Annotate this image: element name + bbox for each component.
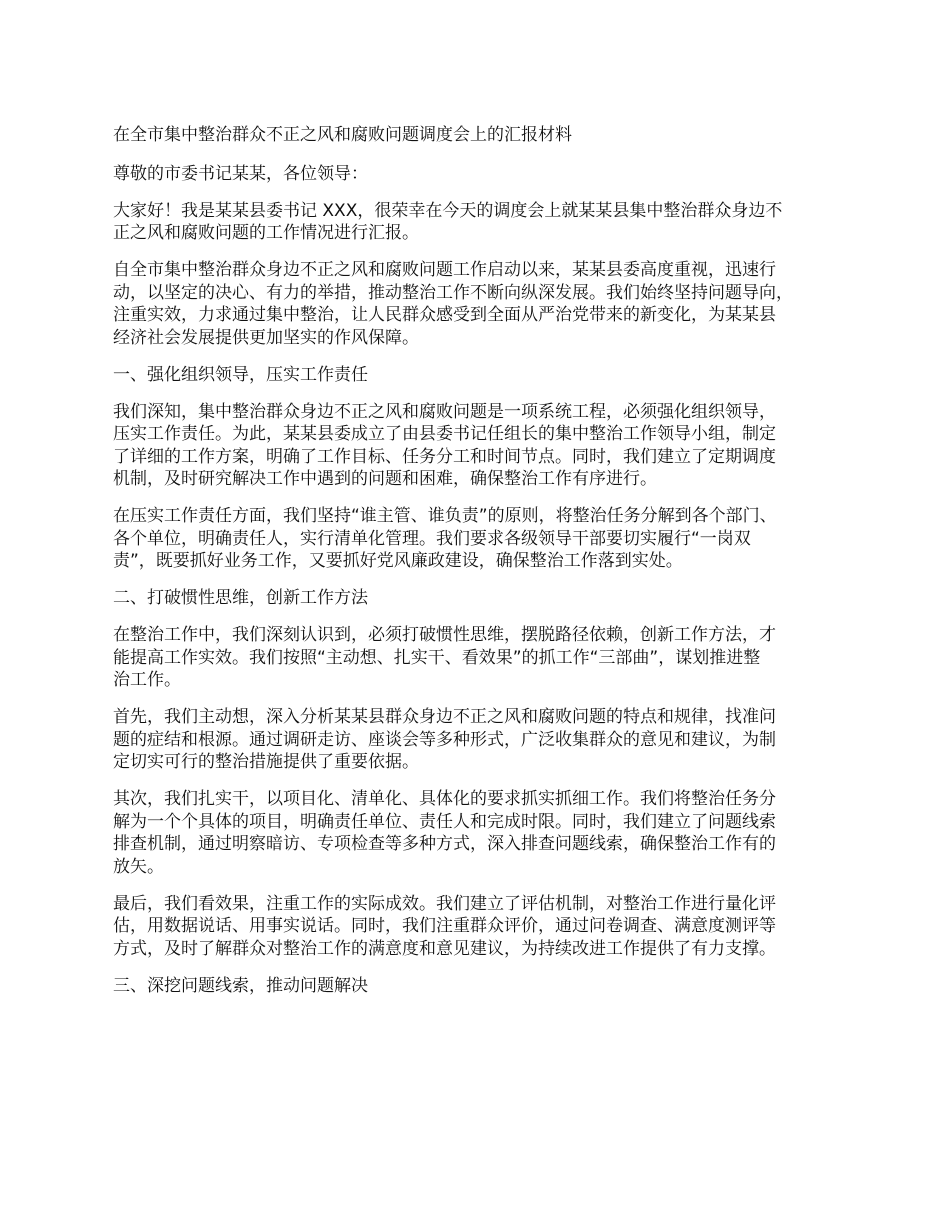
paragraph-section-2b	[113, 706, 857, 774]
paragraph-line: 排查机制，通过明察暗访、专项检查等多种方式，深入排查问题线索，确保整治工作有的	[113, 834, 776, 854]
document-title	[113, 124, 857, 147]
paragraph-line: 在整治工作中，我们深刻认识到，必须打破惯性思维，摆脱路径依赖，创新工作方法，才	[113, 625, 776, 645]
paragraph-line: 放矢。	[113, 856, 164, 877]
salutation-line: 尊敬的市委书记某某，各位领导：	[113, 163, 368, 184]
section-heading-line: 二、打破惯性思维，创新工作方法	[113, 588, 368, 608]
paragraph-line: 正之风和腐败问题的工作情况进行汇报。	[113, 223, 419, 243]
section-heading-2	[113, 587, 857, 610]
paragraph-line: 我们深知，集中整治群众身边不正之风和腐败问题是一项系统工程，必须强化组织领导，	[113, 401, 776, 422]
paragraph-section-1a	[113, 401, 857, 491]
document-page	[113, 124, 857, 1012]
paragraph-line: 注重实效，力求通过集中整治，让人民群众感受到全面从严治党带来的新变化，为某某县	[113, 305, 776, 325]
paragraph-line: 自全市集中整治群众身边不正之风和腐败问题工作启动以来，某某县委高度重视，迅速行	[113, 260, 776, 280]
paragraph-line: 首先，我们主动想，深入分析某某县群众身边不正之风和腐败问题的特点和规律，找准问	[113, 707, 776, 727]
paragraph-line: 了详细的工作方案，明确了工作目标、任务分工和时间节点。同时，我们建立了定期调度	[113, 446, 776, 467]
paragraph-line: 责”，既要抓好业务工作，又要抓好党风廉政建设，确保整治工作落到实处。	[113, 551, 683, 571]
paragraph-section-2c	[113, 788, 857, 878]
section-heading-line: 一、强化组织领导，压实工作责任	[113, 364, 368, 385]
title-line: 在全市集中整治群众不正之风和腐败问题调度会上的汇报材料	[113, 125, 572, 145]
paragraph-line: 在压实工作责任方面，我们坚持“谁主管、谁负责”的原则，将整治任务分解到各个部门、	[113, 506, 777, 526]
paragraph-line: 定切实可行的整治措施提供了重要依据。	[113, 752, 419, 772]
paragraph-greeting	[113, 200, 857, 245]
paragraph-line: 大家好！我是某某县委书记 XXX，很荣幸在今天的调度会上就某某县集中整治群众身边不	[113, 200, 783, 221]
section-heading-line: 三、深挖问题线索，推动问题解决	[113, 975, 368, 996]
paragraph-line: 机制，及时研究解决工作中遇到的问题和困难，确保整治工作有序进行。	[113, 469, 657, 489]
paragraph-line: 压实工作责任。为此，某某县委成立了由县委书记任组长的集中整治工作领导小组，制定	[113, 424, 776, 444]
paragraph-section-2a	[113, 624, 857, 692]
paragraph-section-2d	[113, 893, 857, 961]
paragraph-line: 经济社会发展提供更加坚实的作风保障。	[113, 327, 419, 348]
paragraph-line: 题的症结和根源。通过调研走访、座谈会等多种形式，广泛收集群众的意见和建议，为制	[113, 729, 776, 750]
paragraph-line: 解为一个个具体的项目，明确责任单位、责任人和完成时限。同时，我们建立了问题线索	[113, 811, 776, 832]
paragraph-line: 估，用数据说话、用事实说话。同时，我们注重群众评价，通过问卷调查、满意度测评等	[113, 916, 776, 936]
section-heading-3	[113, 975, 857, 998]
paragraph-line: 其次，我们扎实干，以项目化、清单化、具体化的要求抓实抓细工作。我们将整治任务分	[113, 789, 776, 809]
paragraph-line: 动，以坚定的决心、有力的举措，推动整治工作不断向纵深发展。我们始终坚持问题导向，	[113, 282, 793, 303]
paragraph-line: 各个单位，明确责任人，实行清单化管理。我们要求各级领导干部要切实履行“一岗双	[113, 528, 751, 549]
paragraph-line: 治工作。	[113, 670, 181, 690]
paragraph-line: 最后，我们看效果，注重工作的实际成效。我们建立了评估机制，对整治工作进行量化评	[113, 893, 776, 914]
section-heading-1	[113, 364, 857, 387]
paragraph-line: 能提高工作实效。我们按照“主动想、扎实干、看效果”的抓工作“三部曲”，谋划推进整	[113, 647, 761, 668]
paragraph-intro	[113, 259, 857, 349]
paragraph-section-1b	[113, 505, 857, 573]
salutation	[113, 163, 857, 186]
paragraph-line: 方式，及时了解群众对整治工作的满意度和意见建议，为持续改进工作提供了有力支撑。	[113, 938, 776, 959]
